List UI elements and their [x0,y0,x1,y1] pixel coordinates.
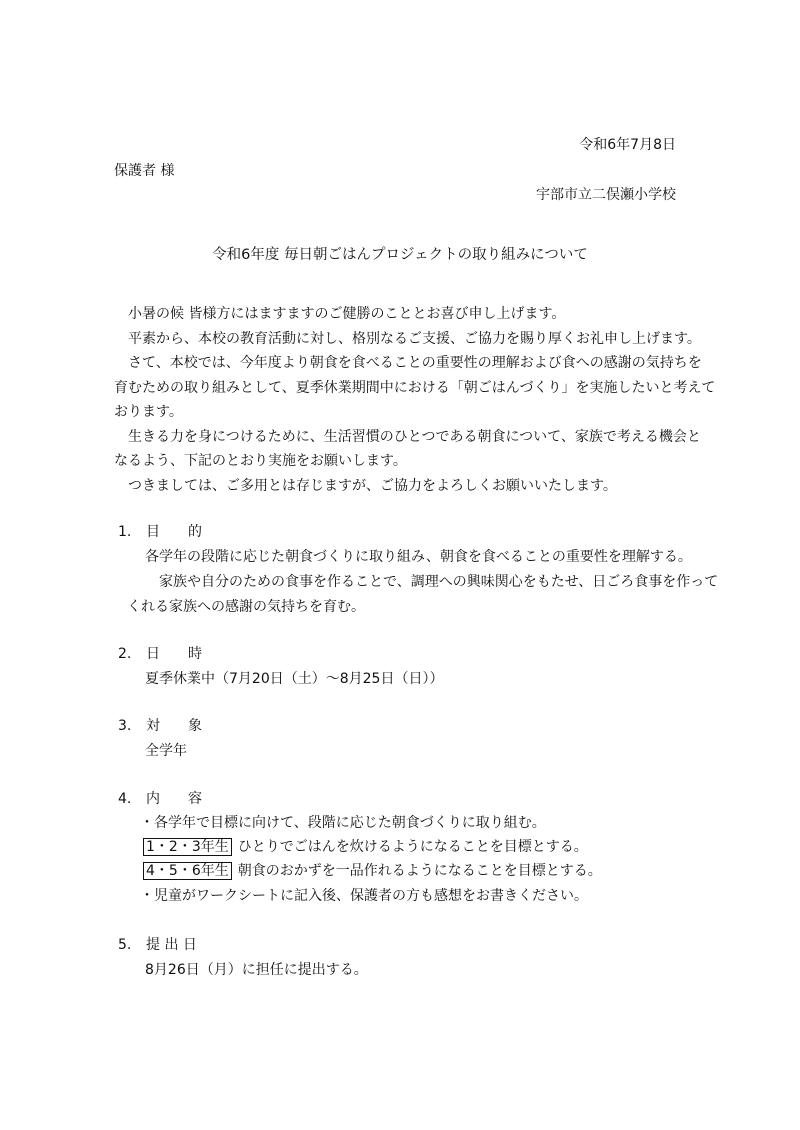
intro-line: おります。 [114,404,183,420]
intro-line: 育むための取り組みとして、夏季休業期間中における「朝ごはんづくり」を実施したいと考えて [114,380,716,396]
section-number: 5. [118,937,132,953]
intro-line: 生きる力を身につけるために、生活習慣のひとつである朝食について、家族で考える機会と [114,429,701,445]
content-bullet: ・各学年で目標に向けて、段階に応じた朝食づくりに取り組む。 [140,815,546,831]
document-title: 令和6年度 毎日朝ごはんプロジェクトの取り組みについて [212,247,588,263]
grade-high-label: 4・5・6年生 [143,862,232,880]
purpose-line: くれる家族への感謝の気持ちを育む。 [127,599,365,615]
section-heading: 対 象 [146,718,202,734]
intro-line: なるよう、下記のとおり実施をお願いします。 [114,453,407,469]
section-heading: 提 出 日 [146,937,197,953]
section-heading: 日 時 [146,646,202,662]
section-datetime-heading [118,643,202,663]
grade-high-text: 朝食のおかずを一品作れるようになることを目標とする。 [237,863,602,879]
purpose-line: 各学年の段階に応じた朝食づくりに取り組み、朝食を食べることの重要性を理解する。 [145,549,692,565]
section-number: 2. [118,646,132,662]
target-text: 全学年 [145,743,187,759]
content-bullet: ・児童がワークシートに記入後、保護者の方も感想をお書きください。 [140,888,588,904]
section-heading: 内 容 [146,791,202,807]
section-content-heading [118,788,202,808]
letter-date: 令和6年7月8日 [579,137,676,153]
intro-line: さて、本校では、今年度より朝食を食べることの重要性の理解および食への感謝の気持ちを [114,355,702,371]
submission-text: 8月26日（月）に担任に提出する。 [145,962,368,978]
content-grade-low [143,836,588,856]
section-submission-heading [118,934,197,954]
datetime-text: 夏季休業中（7月20日（土）～8月25日（日）） [145,671,444,687]
intro-line: つきましては、ご多用とは存じますが、ご協力をよろしくお願いいたします。 [114,478,617,494]
section-purpose-heading [118,521,202,541]
section-number: 3. [118,718,132,734]
intro-line: 小暑の候 皆様方にはますますのご健勝のこととお喜び申し上げます。 [114,306,566,322]
recipient: 保護者 様 [114,163,175,179]
grade-low-text: ひとりでごはんを炊けるようになることを目標とする。 [237,839,588,855]
purpose-line: 家族や自分のための食事を作ることで、調理への興味関心をもたせ、日ごろ食事を作って [145,574,719,590]
content-grade-high [143,860,602,880]
grade-low-label: 1・2・3年生 [143,838,232,856]
intro-line: 平素から、本校の教育活動に対し、格別なるご支援、ご協力を賜り厚くお礼申し上げます。 [114,331,701,347]
sender-school: 宇部市立二俣瀬小学校 [536,187,676,203]
section-number: 1. [118,524,132,540]
section-number: 4. [118,791,132,807]
section-heading: 目 的 [146,524,202,540]
section-target-heading [118,715,202,735]
